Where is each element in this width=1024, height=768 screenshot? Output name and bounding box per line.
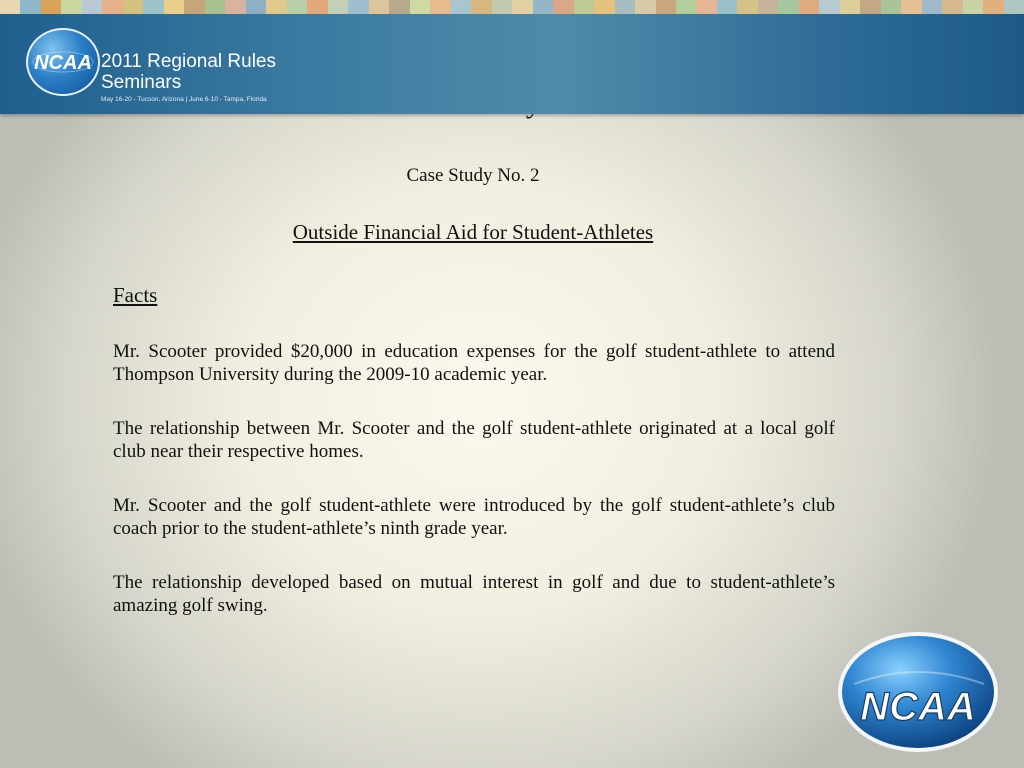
fact-paragraph: Mr. Scooter and the golf student-athlete were introduced by the golf student-athlete’s club coach prior to the student-athlete’s ninth grade year. [113,495,835,539]
stripe-segment [840,0,860,14]
stripe-segment [553,0,573,14]
ncaa-footer-logo-icon [836,630,1002,754]
stripe-segment [41,0,61,14]
stripe-segment [307,0,327,14]
stripe-segment [389,0,409,14]
stripe-segment [225,0,245,14]
ncaa-logo-icon [26,28,100,96]
stripe-segment [20,0,40,14]
stripe-segment [123,0,143,14]
color-stripe [0,0,1024,14]
stripe-segment [0,0,20,14]
stripe-segment [61,0,81,14]
fact-paragraph: The relationship between Mr. Scooter and the golf student-athlete originated at a local golf club near their respective homes. [113,418,835,462]
stripe-segment [574,0,594,14]
ncaa-logo-text: NCAA [34,52,92,74]
facts-paragraphs [113,340,835,648]
stripe-segment [512,0,532,14]
seminar-title [101,51,276,93]
stripe-segment [963,0,983,14]
stripe-segment [451,0,471,14]
stripe-segment [615,0,635,14]
stripe-segment [82,0,102,14]
stripe-segment [184,0,204,14]
stripe-segment [594,0,614,14]
stripe-segment [492,0,512,14]
stripe-segment [430,0,450,14]
stripe-segment [102,0,122,14]
stripe-segment [369,0,389,14]
stripe-segment [717,0,737,14]
stripe-segment [266,0,286,14]
stripe-segment [328,0,348,14]
facts-label: Facts [113,283,158,307]
ncaa-footer-logo-text: NCAA [860,685,976,729]
stripe-segment [778,0,798,14]
stripe-segment [246,0,266,14]
stripe-segment [922,0,942,14]
stripe-segment [656,0,676,14]
seminar-title-line1: 2011 Regional Rules [101,51,276,72]
stripe-segment [676,0,696,14]
stripe-segment [881,0,901,14]
seminar-dates: May 16-20 - Tucson, Arizona | June 6-10 - Tampa, Florida [101,96,267,103]
seminar-title-line2: Seminars [101,72,182,93]
stripe-segment [410,0,430,14]
fact-paragraph: The relationship developed based on mutual interest in golf and due to student-athlete’s amazing golf swing. [113,572,835,616]
stripe-segment [205,0,225,14]
stripe-segment [860,0,880,14]
stripe-segment [819,0,839,14]
stripe-segment [164,0,184,14]
case-study-heading: Outside Financial Aid for Student-Athletes [292,220,654,244]
stripe-segment [901,0,921,14]
fact-paragraph: Mr. Scooter provided $20,000 in education expenses for the golf student-athlete to attend Thompson University during the 2009-10 academic year. [113,341,835,385]
case-study-number: Case Study No. 2 [406,165,540,186]
stripe-segment [635,0,655,14]
stripe-segment [942,0,962,14]
stripe-segment [471,0,491,14]
stripe-segment [348,0,368,14]
stripe-segment [799,0,819,14]
stripe-segment [533,0,553,14]
stripe-segment [758,0,778,14]
header-banner [0,14,1024,114]
stripe-segment [696,0,716,14]
stripe-segment [143,0,163,14]
stripe-segment [737,0,757,14]
stripe-segment [287,0,307,14]
stripe-segment [1004,0,1024,14]
stripe-segment [983,0,1003,14]
